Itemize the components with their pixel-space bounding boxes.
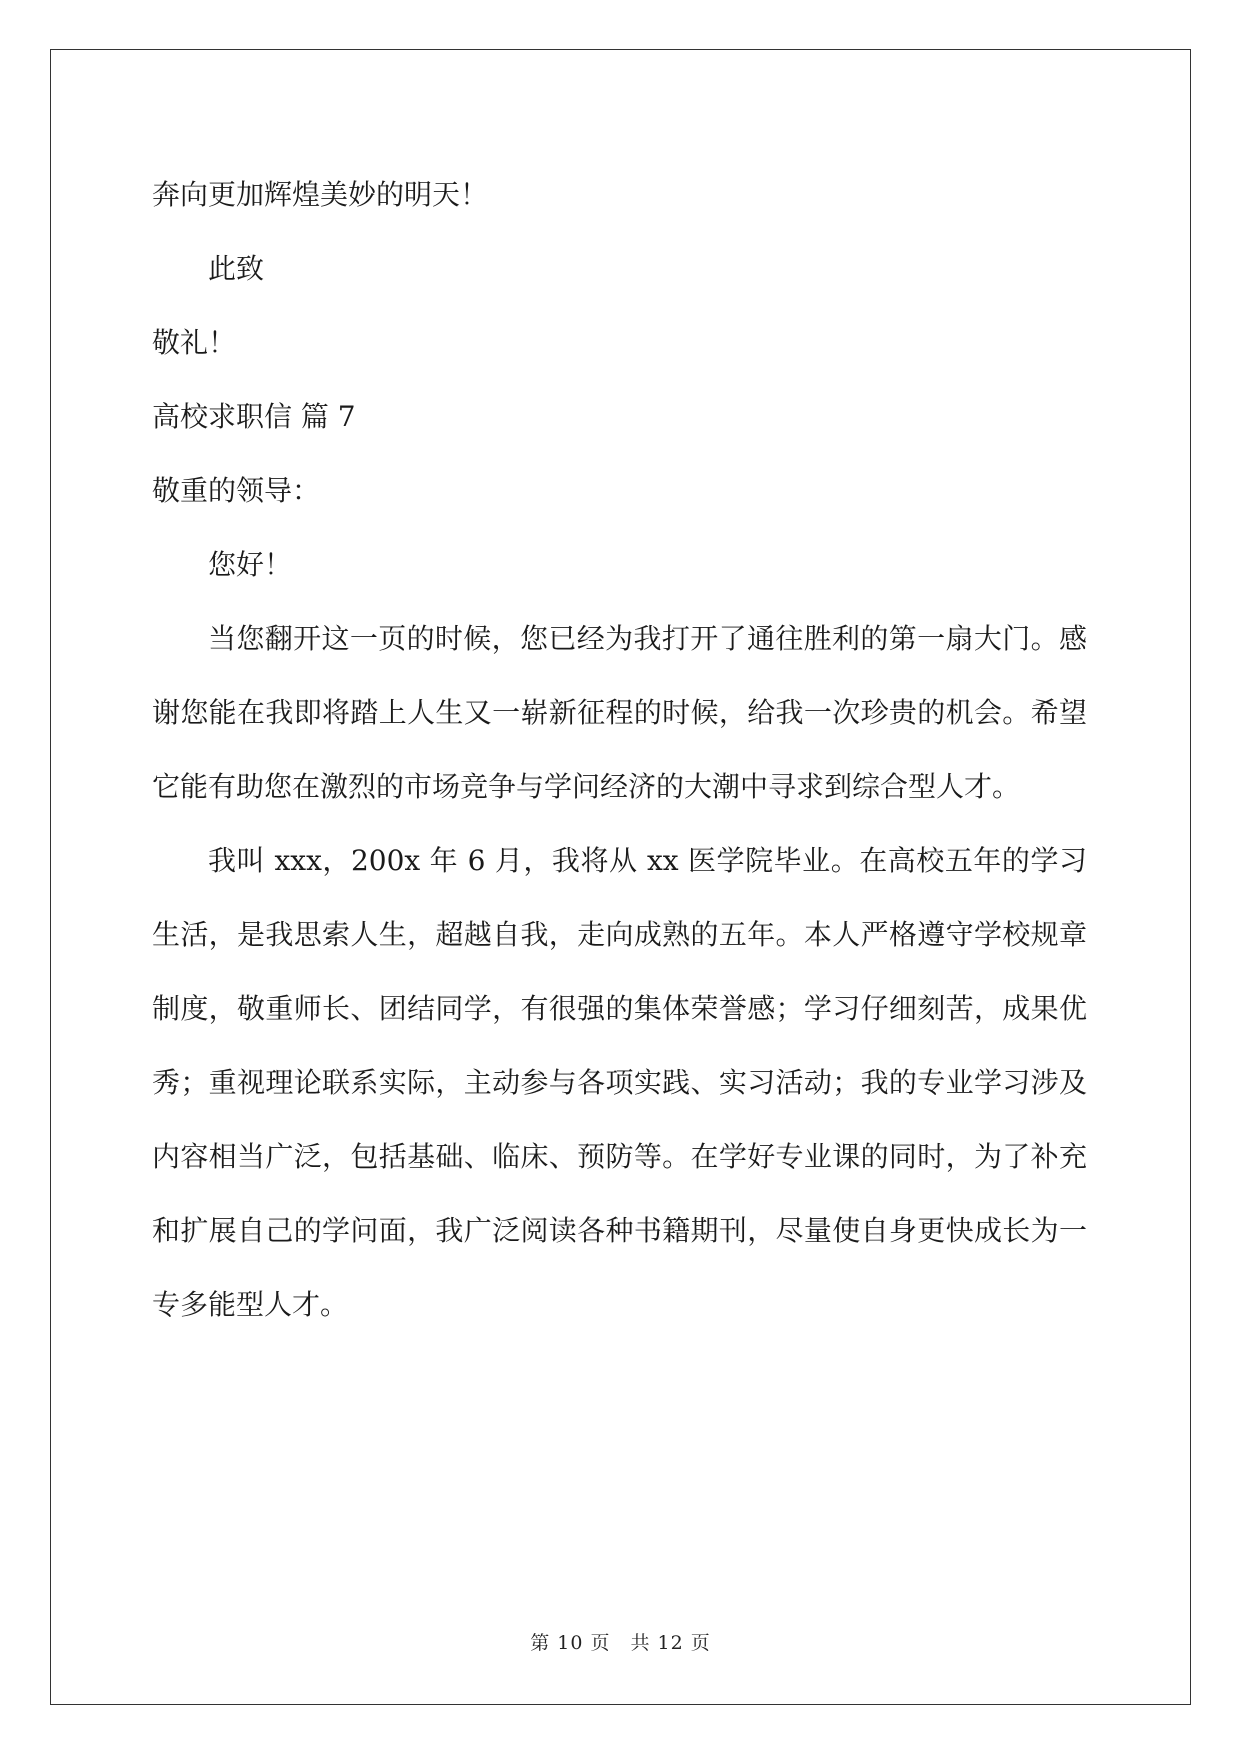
total-page-count: 共 12 页 — [630, 1632, 711, 1654]
salutation-closing: 此致 — [208, 252, 265, 285]
current-page-number: 第 10 页 — [530, 1632, 611, 1654]
closing-sentence: 奔向更加辉煌美妙的明天！ — [152, 178, 489, 211]
greeting: 敬重的领导： — [152, 474, 321, 507]
section-title: 高校求职信 篇 7 — [152, 400, 356, 433]
body-paragraph-2: 我叫 xxx，200x 年 6 月，我将从 xx 医学院毕业。在高校五年的学习生活，是我思索人生，超越自我，走向成熟的五年。本人严格遵守学校规章制度，敬重师长、团结同学，有很强的集体荣誉感；学习仔细刻苦，成果优秀；重视理论联系实际，主动参与各项实践、实习活动；我的专业学习涉及内容相当广泛，包括基础、临床、预防等。在学好专业课的同时，为了补充和扩展自己的学问面，我广泛阅读各种书籍期刊，尽量使自身更快成长为一专多能型人才。 — [152, 844, 1087, 1321]
document-body — [152, 158, 1087, 1342]
hello: 您好！ — [208, 548, 293, 581]
body-paragraph-1: 当您翻开这一页的时候，您已经为我打开了通往胜利的第一扇大门。感谢您能在我即将踏上人生又一崭新征程的时候，给我一次珍贵的机会。希望它能有助您在激烈的市场竞争与学问经济的大潮中寻求到综合型人才。 — [152, 622, 1087, 803]
page-footer — [0, 1628, 1241, 1655]
regards: 敬礼！ — [152, 326, 237, 359]
